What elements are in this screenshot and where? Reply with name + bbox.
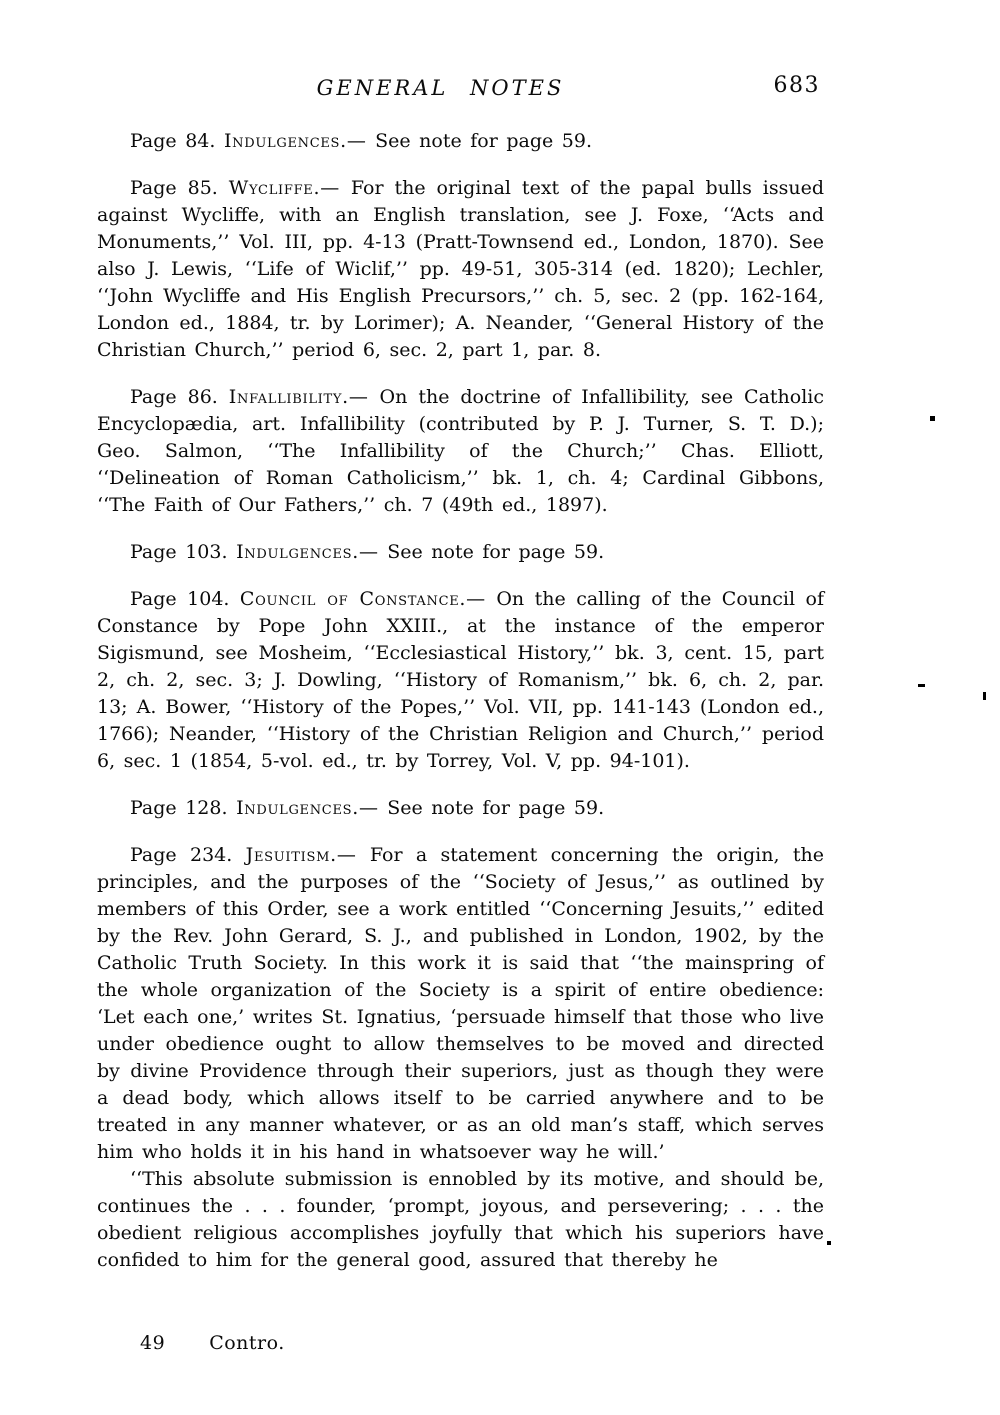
text-column (97, 73, 825, 1294)
page-footer (140, 1332, 285, 1354)
note-paragraph (97, 1166, 824, 1274)
note-paragraph (97, 384, 824, 519)
note-body: For the original text of the papal bulls issued against Wycliffe, with an English translation, see J. Foxe, ‘‘Acts and Monuments,’’ Vol. III, pp. 4-13 (Pratt-Townsend ed., London, 1870). See also J. Lewis, ‘‘Life of Wiclif,’’ pp. 49-51, 305-314 (ed. 1820); Lechler, ‘‘John Wycliffe and His English Precursors,’’ ch. 5, sec. 2 (pp. 162-164, London ed., 1884, tr. by Lorimer); A. Neander, ‘‘General History of the Christian Church,’’ period 6, sec. 2, part 1, par. 8. (97, 177, 825, 361)
signature-number: 49 (140, 1332, 166, 1354)
note-paragraph (97, 586, 824, 775)
page-number: 683 (773, 73, 820, 98)
note-paragraph (97, 842, 824, 1166)
notes-list (97, 128, 824, 1274)
note-paragraph (97, 539, 824, 566)
note-term: Council of Constance.— (239, 588, 486, 610)
note-page-label: Page 128. (130, 797, 237, 819)
note-term: Indulgences.— (236, 797, 379, 819)
note-term: Infallibility.— (228, 386, 369, 408)
note-page-label: Page 104. (130, 588, 240, 610)
note-page-label: Page 234. (130, 844, 246, 866)
note-paragraph (97, 128, 824, 155)
note-term: Indulgences.— (236, 541, 379, 563)
note-body: See note for page 59. (366, 130, 593, 152)
note-body: See note for page 59. (378, 541, 605, 563)
note-term: Indulgences.— (223, 130, 367, 152)
note-body: On the doctrine of Infallibility, see Catholic Encyclopædia, art. Infallibility (contributed by P. J. Turner, S. T. D.); Geo. Salmon, ‘‘The Infallibility of the Church;’’ Chas. Elliott, ‘‘Delineation of Roman Catholicism,’’ bk. 1, ch. 4; Cardinal Gibbons, ‘‘The Faith of Our Fathers,’’ ch. 7 (49th ed., 1897). (97, 386, 825, 516)
note-page-label: Page 84. (130, 130, 224, 152)
note-body: On the calling of the Council of Constance by Pope John XXIII., at the instance of the emperor Sigismund, see Mosheim, ‘‘Ecclesiastical History,’’ bk. 3, cent. 15, part 2, ch. 2, sec. 3; J. Dowling, ‘‘History of Romanism,’’ bk. 6, ch. 2, par. 13; A. Bower, ‘‘History of the Popes,’’ Vol. VII, pp. 141-143 (London ed., 1766); Neander, ‘‘History of the Christian Religion and Church,’’ period 6, sec. 1 (1854, 5-vol. ed., tr. by Torrey, Vol. V, pp. 94-101). (97, 588, 824, 772)
catchword: Contro. (209, 1332, 285, 1354)
note-body: ‘‘This absolute submission is ennobled by its motive, and should be, continues the . . . founder, ‘prompt, joyous, and persevering; . . . the obedient religious accomplishes joyfully that which his superiors have confided to him for the general good, assured that thereby he (97, 1168, 824, 1271)
running-head (97, 73, 824, 106)
note-page-label: Page 103. (130, 541, 237, 563)
scan-speck (930, 416, 935, 421)
note-paragraph (97, 175, 824, 364)
note-paragraph (97, 795, 824, 822)
note-page-label: Page 86. (130, 386, 229, 408)
page-title: GENERAL NOTES (316, 76, 565, 100)
note-page-label: Page 85. (130, 177, 229, 199)
scan-speck (827, 1241, 831, 1245)
scan-speck (983, 692, 986, 700)
note-term: Jesuitism.— (245, 844, 357, 866)
note-body: For a statement concerning the origin, the principles, and the purposes of the ‘‘Society of Jesus,’’ as outlined by members of this Order, see a work entitled ‘‘Concerning Jesuits,’’ edited by the Rev. John Gerard, S. J., and published in London, 1902, by the Catholic Truth Society. In this work it is said that ‘‘the mainspring of the whole organization of the Society is a spirit of entire obedience: ‘Let each one,’ writes St. Ignatius, ‘persuade himself that those who live under obedience ought to allow themselves to be moved and directed by divine Providence through their superiors, just as though they were a dead body, which allows itself to be carried anywhere and to be treated in any manner whatever, or as an old man’s staff, which serves him who holds it in his hand in whatsoever way he will.’ (97, 844, 824, 1163)
scan-speck (918, 684, 925, 687)
note-body: See note for page 59. (378, 797, 605, 819)
note-term: Wycliffe.— (228, 177, 340, 199)
